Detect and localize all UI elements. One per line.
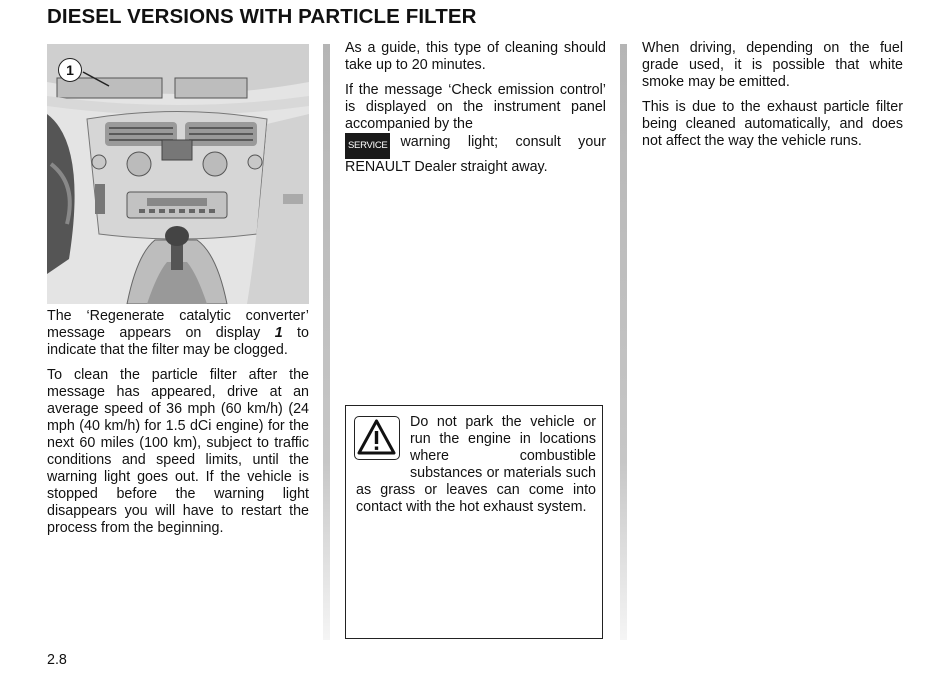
- middle-paragraph-1: As a guide, this type of cleaning should take up to 20 minutes.: [345, 40, 606, 73]
- middle-column: [345, 40, 606, 184]
- column-divider-left: [323, 44, 330, 640]
- left-paragraph-1: The ‘Regenerate catalytic converter’ message appears on display 1 to indicate that the filter may be clogged.: [47, 308, 309, 358]
- callout-1: 1: [58, 58, 82, 82]
- right-paragraph-2: This is due to the exhaust particle filter being cleaned automatically, and does not affect the way the vehicle runs.: [642, 99, 903, 149]
- display-ref: 1: [274, 325, 283, 341]
- dashboard-illustration: [47, 44, 309, 304]
- warning-text: Do not park the vehicle or run the engine in locations where combustible substances or materials such as grass or leaves can come into contact with the hot exhaust system.: [356, 414, 596, 515]
- right-paragraph-1: When driving, depending on the fuel grade used, it is possible that white smoke may be emitted.: [642, 40, 903, 90]
- left-paragraph-2: To clean the particle filter after the message has appeared, drive at an average speed of 36 mph (60 km/h) (24 mph (40 km/h) for 1.5 dCi engine) for the next 60 miles (100 km), subject to traffic conditions and speed limits, until the warning light goes out. If the vehicle is stopped before the warning light disappears you will have to restart the process from the beginning.: [47, 367, 309, 536]
- middle-paragraph-2: If the message ‘Check emission control’ is displayed on the instrument panel accompanied by the SERVICE warning light; consult your RENAULT Dealer straight away.: [345, 82, 606, 175]
- page-title: DIESEL VERSIONS WITH PARTICLE FILTER: [47, 5, 477, 28]
- warning-box: [345, 405, 603, 639]
- page-number: 2.8: [47, 652, 67, 668]
- left-column: [47, 308, 309, 545]
- service-warning-light-icon: SERVICE: [345, 133, 390, 159]
- column-divider-right: [620, 44, 627, 640]
- right-column: [642, 40, 903, 158]
